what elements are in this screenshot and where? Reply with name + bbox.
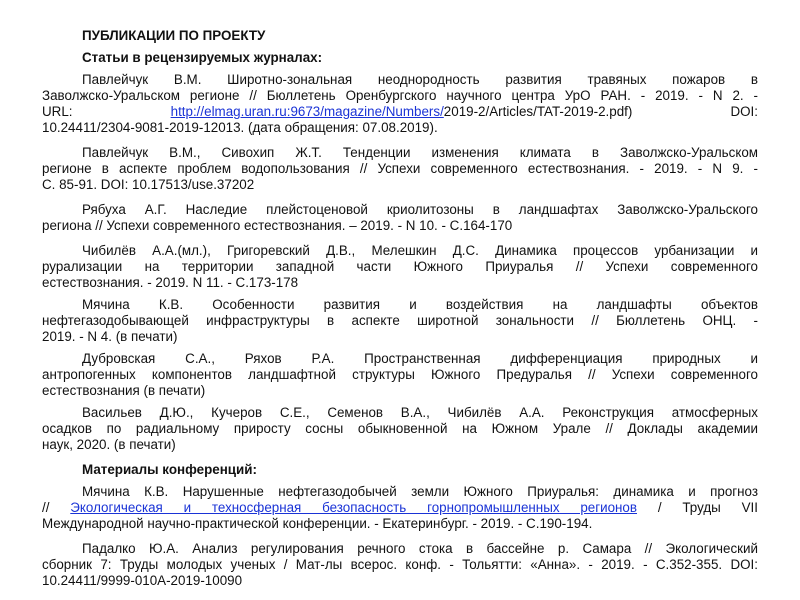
publication-entry (42, 405, 758, 453)
entry-line: регионе в аспекте проблем водопользования // Успехи современного естествознания. - 2019. - N 9. - (42, 161, 758, 176)
entry-line: 10.24411/9999-010A-2019-10090 (42, 573, 243, 588)
entry-line: рурализации на территории западной части Южного Приуралья // Успехи современного (42, 259, 758, 274)
document-content (42, 28, 758, 589)
link-prefix: // (42, 500, 50, 515)
entry-line: сборник 7: Труды молодых ученых / Мат-лы всерос. конф. - Тольятти: «Анна». - 2019. - С.352-355. DOI: (42, 557, 758, 572)
link-suffix: / Труды VII (657, 500, 758, 515)
publication-entry (42, 145, 758, 193)
entry-line: нефтегазодобывающей инфраструктуры в аспекте широтной зональности // Бюллетень ОНЦ. - (42, 313, 758, 328)
entry-line: Мячина К.В. Особенности развития и воздействия на ландшафты объектов (82, 297, 758, 312)
entry-line: антропогенных компонентов ландшафтной структуры Южного Предуралья // Успехи современного (42, 367, 758, 382)
entry-line: региона // Успехи современного естествознания. – 2019. - N 10. - С.164-170 (42, 218, 513, 233)
entry-line: осадков по радиальному приросту сосны обыкновенной на Южном Урале // Доклады академии (42, 421, 758, 436)
entry-line: 10.24411/2304-9081-2019-12013. (дата обращения: 07.08.2019). (42, 120, 438, 135)
entry-line: естествознания (в печати) (42, 383, 206, 398)
publication-entry (42, 297, 758, 345)
conference-entry (42, 484, 758, 532)
entry-line: Павлейчук В.М., Сивохип Ж.Т. Тенденции изменения климата в Заволжско-Уральском (82, 145, 758, 160)
entry-line: Дубровская С.А., Ряхов Р.А. Пространственная дифференциация природных и (82, 351, 758, 366)
entry-line: наук, 2020. (в печати) (42, 437, 176, 452)
entry-line: Международной научно-практической конференции. - Екатеринбург. - 2019. - С.190-194. (42, 516, 593, 531)
conferences-heading: Материалы конференций: (82, 462, 257, 477)
journal-url-link[interactable]: http://elmag.uran.ru:9673/magazine/Numbers/ (170, 104, 444, 119)
entry-line: Васильев Д.Ю., Кучеров С.Е., Семенов В.А., Чибилёв А.А. Реконструкция атмосферных (82, 405, 758, 420)
entry-link-line (42, 500, 758, 516)
doi-label: DOI: (730, 104, 758, 119)
entry-line: Чибилёв А.А.(мл.), Григоревский Д.В., Мелешкин Д.С. Динамика процессов урбанизации и (82, 243, 758, 258)
conference-title-link[interactable]: Экологическая и техносферная безопасность горнопромышленных регионов (70, 500, 637, 515)
entry-line: естествознания. - 2019. N 11. - С.173-178 (42, 275, 299, 290)
entry-url-line (42, 104, 758, 120)
entry-line: Заволжско-Уральском регионе // Бюллетень Оренбургского научного центра УрО РАН. - 2019. - N 2. - (42, 88, 758, 103)
entry-line: Падалко Ю.А. Анализ регулирования речного стока в бассейне р. Самара // Экологический (82, 541, 758, 556)
entry-line: 2019. - N 4. (в печати) (42, 329, 178, 344)
page-title: ПУБЛИКАЦИИ ПО ПРОЕКТУ (82, 28, 266, 43)
journals-heading: Статьи в рецензируемых журналах: (82, 50, 323, 65)
conference-entry (42, 541, 758, 589)
url-value: http://elmag.uran.ru:9673/magazine/Numbers/2019-2/Articles/TAT-2019-2.pdf) (170, 104, 633, 119)
entry-line: Мячина К.В. Нарушенные нефтегазодобычей земли Южного Приуралья: динамика и прогноз (82, 484, 758, 499)
publication-entry (42, 243, 758, 291)
entry-line: Рябуха А.Г. Наследие плейстоценовой криолитозоны в ландшафтах Заволжско-Уральского (82, 202, 758, 217)
publication-entry (42, 351, 758, 399)
entry-line: Павлейчук В.М. Широтно-зональная неоднородность развития травяных пожаров в (82, 72, 758, 87)
publication-entry (42, 202, 758, 234)
url-prefix: URL: (42, 104, 73, 119)
publication-entry (42, 72, 758, 136)
entry-line: С. 85-91. DOI: 10.17513/use.37202 (42, 177, 255, 192)
